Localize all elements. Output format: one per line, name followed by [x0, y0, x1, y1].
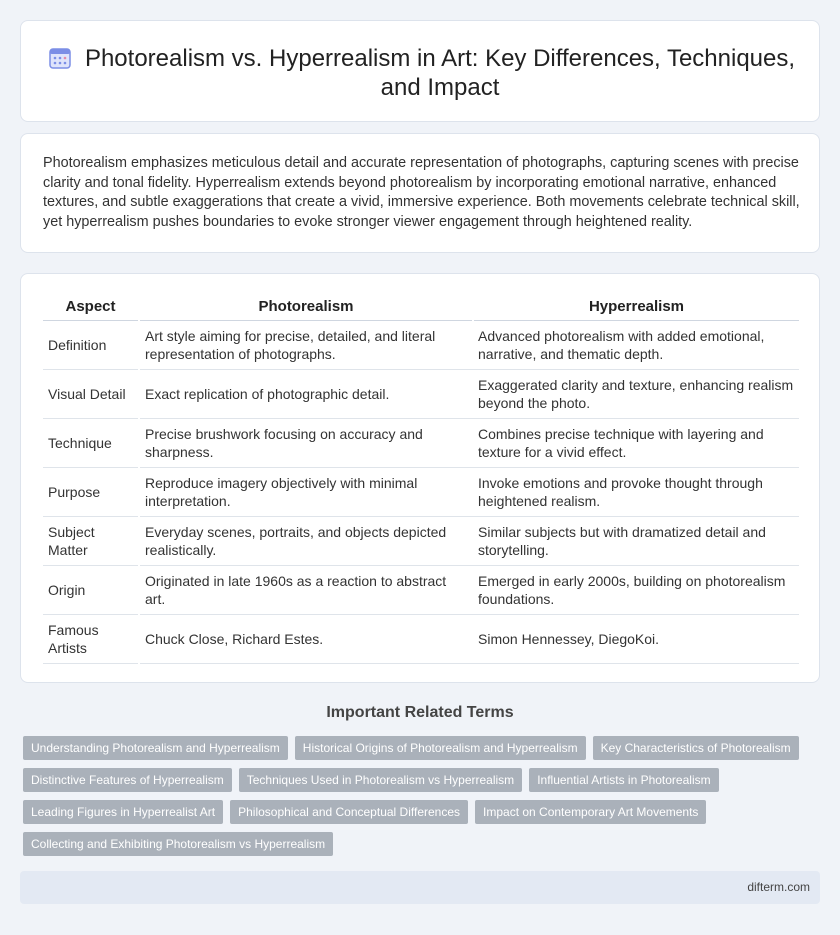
- table-row: [43, 467, 799, 516]
- page-title: Photorealism vs. Hyperrealism in Art: Key Differences, Techniques, and Impact: [84, 45, 796, 101]
- header-aspect: Aspect: [43, 292, 139, 320]
- intro-paragraph: Photorealism emphasizes meticulous detail and accurate representation of photographs, capturing scenes with precise clarity and tonal fidelity. Hyperrealism extends beyond photorealism by incorporating emotional narrative, enhanced textures, and subtle exaggerations that create a vivid, immersive experience. Both movements celebrate technical skill, yet hyperrealism pushes boundaries to evoke stronger viewer engagement through heightened reality.: [43, 155, 800, 230]
- hyperrealism-cell: Similar subjects but with dramatized detail and storytelling.: [473, 516, 799, 565]
- aspect-cell: Visual Detail: [43, 369, 139, 418]
- related-term-link[interactable]: Leading Figures in Hyperrealist Art: [23, 800, 223, 824]
- photorealism-cell: Originated in late 1960s as a reaction to abstract art.: [139, 565, 473, 614]
- title-card: [20, 20, 820, 122]
- related-term-link[interactable]: Understanding Photorealism and Hyperrealism: [23, 736, 288, 760]
- related-terms-title: Important Related Terms: [326, 704, 514, 721]
- table-row: [43, 614, 799, 663]
- table-row: [43, 418, 799, 467]
- related-term-link[interactable]: Distinctive Features of Hyperrealism: [23, 768, 232, 792]
- hyperrealism-cell: Simon Hennessey, DiegoKoi.: [473, 614, 799, 663]
- related-term-link[interactable]: Historical Origins of Photorealism and Hyperrealism: [295, 736, 586, 760]
- photorealism-cell: Art style aiming for precise, detailed, and literal representation of photographs.: [139, 320, 473, 369]
- related-terms-list: [23, 736, 813, 856]
- hyperrealism-cell: Combines precise technique with layering and texture for a vivid effect.: [473, 418, 799, 467]
- related-term-link[interactable]: Influential Artists in Photorealism: [529, 768, 718, 792]
- table-header-row: [43, 292, 799, 320]
- aspect-cell: Purpose: [43, 467, 139, 516]
- photorealism-cell: Chuck Close, Richard Estes.: [139, 614, 473, 663]
- photorealism-cell: Exact replication of photographic detail.: [139, 369, 473, 418]
- photorealism-cell: Precise brushwork focusing on accuracy and sharpness.: [139, 418, 473, 467]
- intro-card: [20, 133, 820, 253]
- footer: [20, 871, 820, 904]
- photorealism-cell: Reproduce imagery objectively with minimal interpretation.: [139, 467, 473, 516]
- related-term-link[interactable]: Collecting and Exhibiting Photorealism vs Hyperrealism: [23, 832, 333, 856]
- table-row: [43, 565, 799, 614]
- hyperrealism-cell: Invoke emotions and provoke thought through heightened realism.: [473, 467, 799, 516]
- related-term-link[interactable]: Impact on Contemporary Art Movements: [475, 800, 706, 824]
- related-term-link[interactable]: Key Characteristics of Photorealism: [593, 736, 799, 760]
- table-row: [43, 320, 799, 369]
- photorealism-cell: Everyday scenes, portraits, and objects depicted realistically.: [139, 516, 473, 565]
- aspect-cell: Origin: [43, 565, 139, 614]
- aspect-cell: Technique: [43, 418, 139, 467]
- header-hyperrealism: Hyperrealism: [473, 292, 799, 320]
- hyperrealism-cell: Emerged in early 2000s, building on photorealism foundations.: [473, 565, 799, 614]
- hyperrealism-cell: Advanced photorealism with added emotional, narrative, and thematic depth.: [473, 320, 799, 369]
- aspect-cell: Subject Matter: [43, 516, 139, 565]
- related-term-link[interactable]: Philosophical and Conceptual Differences: [230, 800, 468, 824]
- header-photorealism: Photorealism: [139, 292, 473, 320]
- footer-site-link[interactable]: difterm.com: [747, 880, 810, 894]
- hyperrealism-cell: Exaggerated clarity and texture, enhancing realism beyond the photo.: [473, 369, 799, 418]
- table-row: [43, 369, 799, 418]
- aspect-cell: Definition: [43, 320, 139, 369]
- related-term-link[interactable]: Techniques Used in Photorealism vs Hyperrealism: [239, 768, 522, 792]
- aspect-cell: Famous Artists: [43, 614, 139, 663]
- comparison-card: [20, 273, 820, 683]
- table-row: [43, 516, 799, 565]
- comparison-table: [43, 292, 799, 664]
